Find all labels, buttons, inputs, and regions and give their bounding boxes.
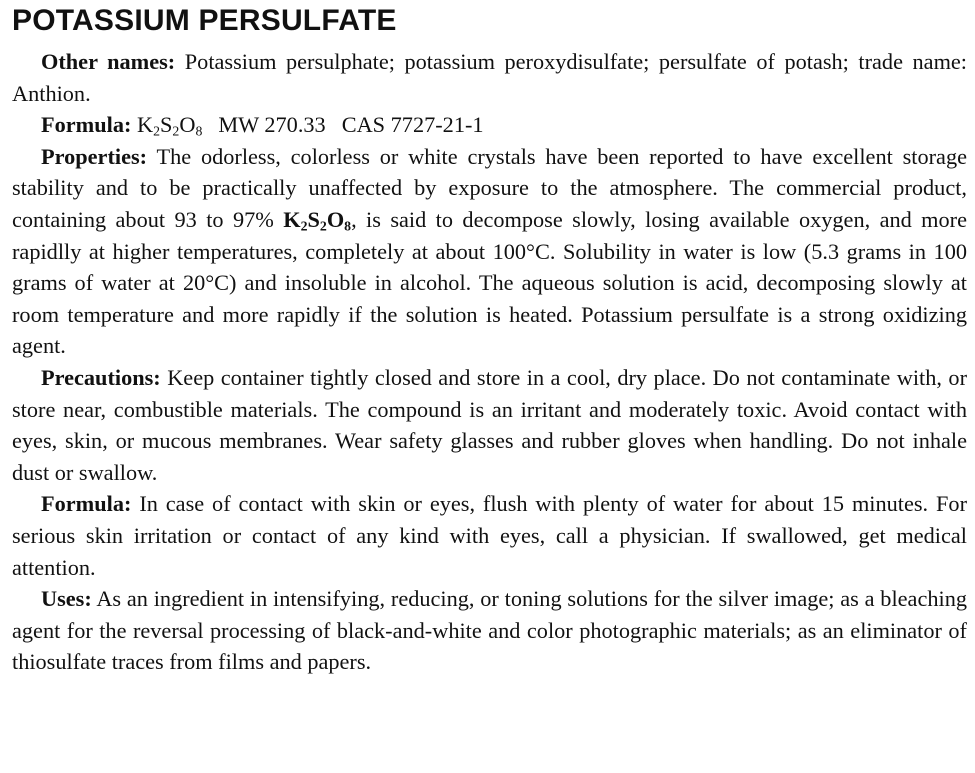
properties-paragraph — [12, 141, 967, 362]
properties-text-after: , is said to decompose slowly, losing available oxygen, and more rapidlly at higher temperatures, completely at about 100°C. Solubility in water is low (5.3 grams in 100 grams of water at 20°C) and insoluble in alcohol. The aqueous solution is acid, decomposing slowly at room temperature and more rapidly if the solution is heated. Potassium persulfate is a strong oxidizing agent. — [12, 206, 967, 359]
first-aid-text: In case of contact with skin or eyes, flush with plenty of water for about 15 minutes. For serious skin irritation or contact of any kind with eyes, call a physician. If swallowed, get medical attention. — [12, 491, 967, 580]
uses-paragraph — [12, 583, 967, 678]
other-names-label: Other names: — [41, 49, 176, 74]
first-aid-label: Formula: — [41, 491, 132, 517]
formula-label: Formula: — [41, 112, 132, 138]
cas-number: CAS 7727-21-1 — [341, 112, 484, 138]
molecular-weight: MW 270.33 — [218, 112, 326, 138]
properties-inline-formula: $K_2S_2O_8$ — [283, 206, 352, 234]
precautions-label: Precautions: — [41, 364, 161, 390]
other-names-text: Potassium persulphate; potassium peroxydisulfate; persulfate of potash; trade name: Anthion. — [12, 49, 967, 106]
chemical-formula: $K_2S_2O_8$ — [137, 112, 203, 139]
uses-text: As an ingredient in intensifying, reducing, or toning solutions for the silver image; as a bleaching agent for the reversal processing of black-and-white and color photographic materials; as an eliminator of thiosulfate traces from films and papers. — [12, 586, 967, 675]
properties-label: Properties: — [41, 143, 148, 169]
uses-label: Uses: — [41, 586, 92, 612]
other-names-paragraph — [12, 46, 967, 109]
precautions-text: Keep container tightly closed and store in a cool, dry place. Do not contaminate with, or store near, combustible materials. The compound is an irritant and moderately toxic. Avoid contact with eyes, skin, or mucous membranes. Wear safety glasses and rubber gloves when handling. Do not inhale dust or swallow. — [12, 364, 967, 485]
properties-text-before: The odorless, colorless or white crystals have been reported to have excellent storage stability and to be practically unaffected by exposure to the atmosphere. The commercial product, containing about 93 to 97% — [12, 143, 967, 232]
first-aid-paragraph — [12, 488, 967, 583]
document-page — [12, 0, 967, 678]
page-title: POTASSIUM PERSULFATE — [12, 4, 397, 37]
precautions-paragraph — [12, 362, 967, 488]
formula-paragraph — [12, 109, 967, 141]
